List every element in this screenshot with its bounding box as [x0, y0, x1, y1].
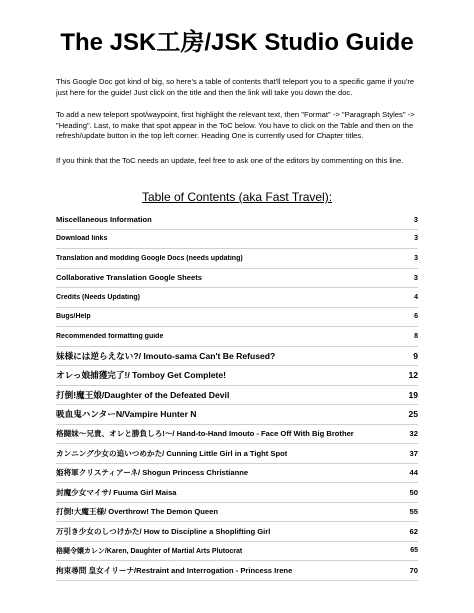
- toc-entry-title[interactable]: 吸血鬼ハンターN/Vampire Hunter N: [56, 409, 197, 420]
- toc-entry[interactable]: [56, 210, 418, 230]
- toc-entry-page[interactable]: 32: [409, 429, 418, 439]
- instructions-paragraph: To add a new teleport spot/waypoint, first highlight the relevant text, then "Format" -> "Paragraph Styles" -> "Heading". Last, to make that spot appear in the ToC below. You have to click on the Table and then on the refresh/update button in the top left corner. Heading One is currently used for Chapter titles.: [56, 110, 415, 140]
- toc-entry-page[interactable]: 19: [408, 389, 418, 400]
- toc-entry[interactable]: [56, 366, 418, 386]
- toc-entry-title[interactable]: Download links: [56, 235, 108, 243]
- toc-entry[interactable]: [56, 522, 418, 542]
- toc-entry-page[interactable]: 70: [409, 565, 418, 575]
- toc-entry-title[interactable]: Miscellaneous Information: [56, 214, 152, 224]
- document-title: The JSK工房/JSK Studio Guide: [60, 29, 414, 56]
- toc-entry[interactable]: [56, 269, 418, 289]
- toc-entry-title[interactable]: Collaborative Translation Google Sheets: [56, 273, 203, 283]
- toc-entry[interactable]: [56, 386, 418, 406]
- update-note-paragraph: If you think that the ToC needs an update, feel free to ask one of the editors by commenting on this line.: [56, 155, 404, 165]
- table-of-contents: [56, 210, 418, 581]
- toc-entry[interactable]: [56, 542, 418, 562]
- toc-entry-page[interactable]: 3: [414, 254, 418, 262]
- toc-entry-title[interactable]: Credits (Needs Updating): [56, 293, 141, 301]
- toc-entry[interactable]: [56, 444, 418, 464]
- toc-entry-title[interactable]: Translation and modding Google Docs (needs updating): [56, 254, 243, 262]
- toc-entry-page[interactable]: 50: [409, 487, 418, 497]
- toc-entry[interactable]: [56, 230, 418, 250]
- toc-entry-title[interactable]: 格闘令嬢カレン/Karen, Daughter of Martial Arts Plutocrat: [56, 547, 243, 555]
- toc-entry-title[interactable]: Bugs/Help: [56, 313, 91, 321]
- toc-entry[interactable]: [56, 483, 418, 503]
- toc-entry-page[interactable]: 3: [414, 235, 418, 243]
- toc-entry-title[interactable]: Recommended formatting guide: [56, 332, 164, 340]
- toc-entry-title[interactable]: 格闘妹〜兄貴、オレと勝負しろ!〜/ Hand-to-Hand Imouto - Face Off With Big Brother: [56, 429, 354, 439]
- toc-entry-title[interactable]: 打倒!魔王娘/Daughter of the Defeated Devil: [56, 389, 230, 400]
- toc-entry-page[interactable]: 62: [409, 526, 418, 536]
- intro-paragraph: This Google Doc got kind of big, so here's a table of contents that'll teleport you to a specific game if you're just here for the guide! Just click on the title and then the link will take you down the doc.: [56, 77, 415, 97]
- toc-entry-page[interactable]: 25: [408, 409, 418, 420]
- toc-entry-page[interactable]: 4: [414, 293, 418, 301]
- toc-entry[interactable]: [56, 503, 418, 523]
- toc-entry-title[interactable]: 打倒!大魔王様/ Overthrow! The Demon Queen: [56, 507, 219, 517]
- toc-entry-page[interactable]: 65: [410, 547, 418, 555]
- toc-entry-page[interactable]: 3: [413, 214, 418, 224]
- toc-entry[interactable]: [56, 327, 418, 347]
- toc-entry-title[interactable]: 封魔少女マイサ/ Fuuma Girl Maisa: [56, 487, 177, 497]
- toc-entry-page[interactable]: 55: [409, 507, 418, 517]
- toc-entry-title[interactable]: 拘束尋問 皇女イリーナ/Restraint and Interrogation - Princess Irene: [56, 565, 293, 575]
- toc-entry-page[interactable]: 12: [408, 370, 418, 381]
- toc-entry-title[interactable]: 姫将軍クリスティアーネ/ Shogun Princess Christianne: [56, 468, 249, 478]
- toc-entry-page[interactable]: 8: [414, 332, 418, 340]
- toc-entry[interactable]: [56, 288, 418, 308]
- toc-entry-page[interactable]: 3: [413, 273, 418, 283]
- toc-entry-page[interactable]: 44: [409, 468, 418, 478]
- toc-entry-page[interactable]: 37: [409, 448, 418, 458]
- toc-entry[interactable]: [56, 464, 418, 484]
- toc-entry[interactable]: [56, 405, 418, 425]
- toc-entry[interactable]: [56, 308, 418, 328]
- toc-heading: Table of Contents (aka Fast Travel):: [141, 190, 333, 204]
- toc-entry-title[interactable]: 妹様には逆らえない?/ Imouto-sama Can't Be Refused?: [56, 350, 276, 361]
- toc-entry[interactable]: [56, 347, 418, 367]
- toc-entry-title[interactable]: 万引き少女のしつけかた/ How to Discipline a Shoplifting Girl: [56, 526, 271, 536]
- toc-entry[interactable]: [56, 249, 418, 269]
- toc-entry-page[interactable]: 9: [413, 350, 418, 361]
- toc-entry-page[interactable]: 6: [414, 313, 418, 321]
- toc-entry-title[interactable]: カンニング少女の追いつめかた/ Cunning Little Girl in a Tight Spot: [56, 448, 288, 458]
- toc-entry[interactable]: [56, 561, 418, 581]
- toc-entry-title[interactable]: オレっ娘捕獲完了!/ Tomboy Get Complete!: [56, 370, 227, 381]
- toc-entry[interactable]: [56, 425, 418, 445]
